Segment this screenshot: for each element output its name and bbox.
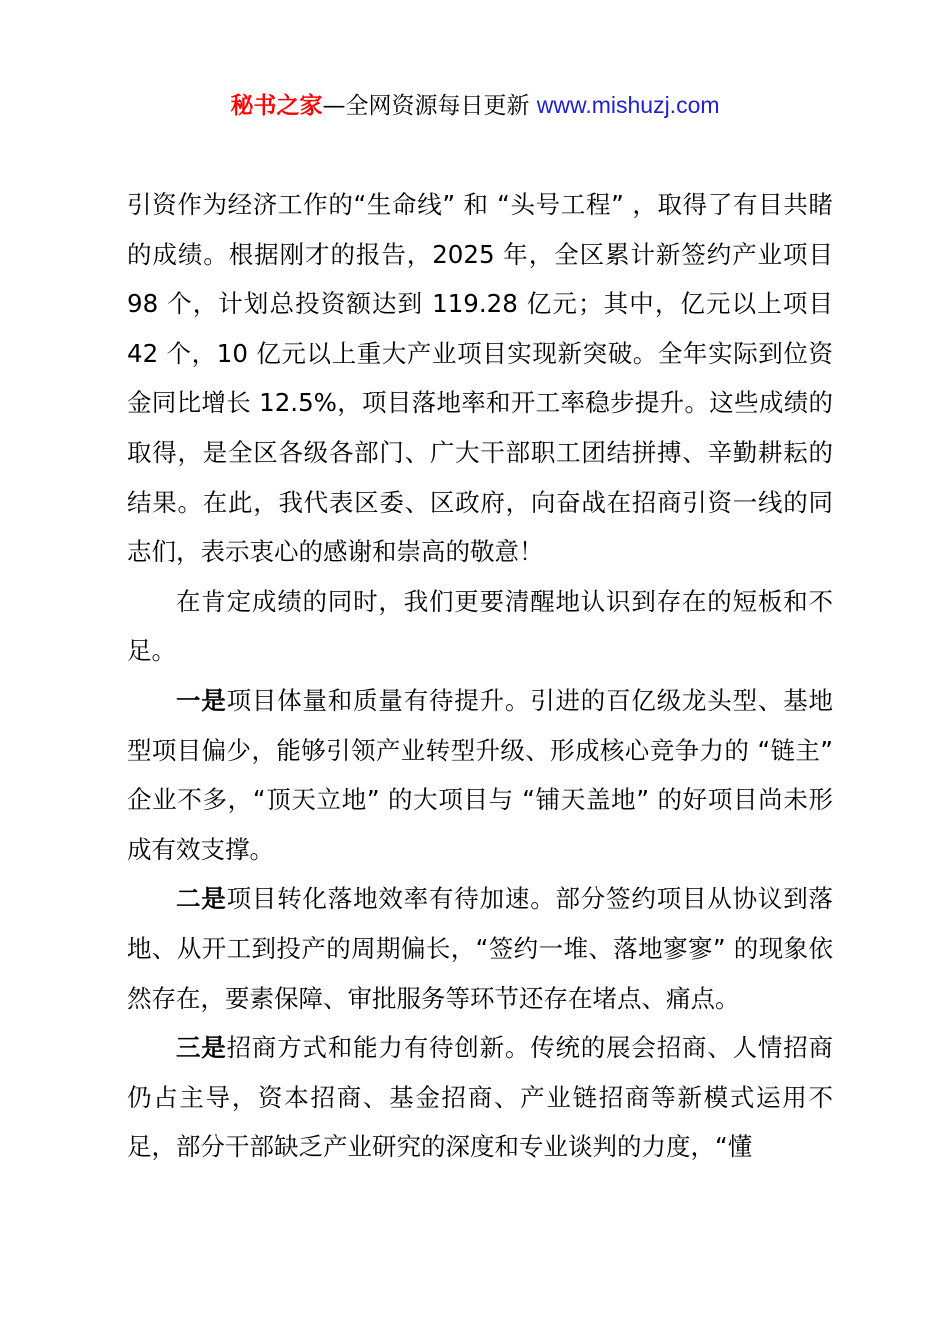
paragraph-point-one <box>127 676 833 874</box>
point-lead: 二是 <box>176 884 227 914</box>
site-tagline: —全网资源每日更新 <box>322 93 537 119</box>
point-lead: 三是 <box>176 1033 227 1063</box>
point-lead: 一是 <box>176 685 227 715</box>
paragraph-point-three <box>127 1023 833 1172</box>
paragraph-achievements <box>127 180 833 577</box>
site-url-link[interactable]: www.mishuzj.com <box>536 92 720 118</box>
site-banner <box>0 86 950 125</box>
paragraph-text: 引资作为经济工作的“生命线” 和 “头号工程” ，取得了有目共睹的成绩。根据刚才的报告，2025 年，全区累计新签约产业项目 98 个，计划总投资额达到 119.28 亿元；其中，亿元以上项目 42 个，10 亿元以上重大产业项目实现新突破。全年实际到位资金同比增长 12.5%，项目落地率和开工率稳步提升。这些成绩的取得，是全区各级各部门、广大干部职工团结拼搏、辛勤耕耘的结果。在此，我代表区委、区政府，向奋战在招商引资一线的同志们，表示衷心的感谢和崇高的敬意！ <box>127 190 833 567</box>
paragraph-text: 招商方式和能力有待创新。传统的展会招商、人情招商仍占主导，资本招商、基金招商、产业链招商等新模式运用不足，部分干部缺乏产业研究的深度和专业谈判的力度，“懂 <box>127 1033 834 1162</box>
paragraph-text: 项目体量和质量有待提升。引进的百亿级龙头型、基地型项目偏少，能够引领产业转型升级、形成核心竞争力的 “链主” 企业不多，“顶天立地” 的大项目与 “铺天盖地” 的好项目尚未形成有效支撑。 <box>127 685 834 864</box>
paragraph-text: 在肯定成绩的同时，我们更要清醒地认识到存在的短板和不足。 <box>127 586 833 666</box>
paragraph-text: 项目转化落地效率有待加速。部分签约项目从协议到落地、从开工到投产的周期偏长，“签约一堆、落地寥寥” 的现象依然存在，要素保障、审批服务等环节还存在堵点、痛点。 <box>127 884 834 1013</box>
document-body <box>127 180 833 1172</box>
site-brand: 秘书之家 <box>230 93 323 119</box>
paragraph-point-two <box>127 874 833 1023</box>
paragraph-shortcomings-intro <box>127 577 833 676</box>
